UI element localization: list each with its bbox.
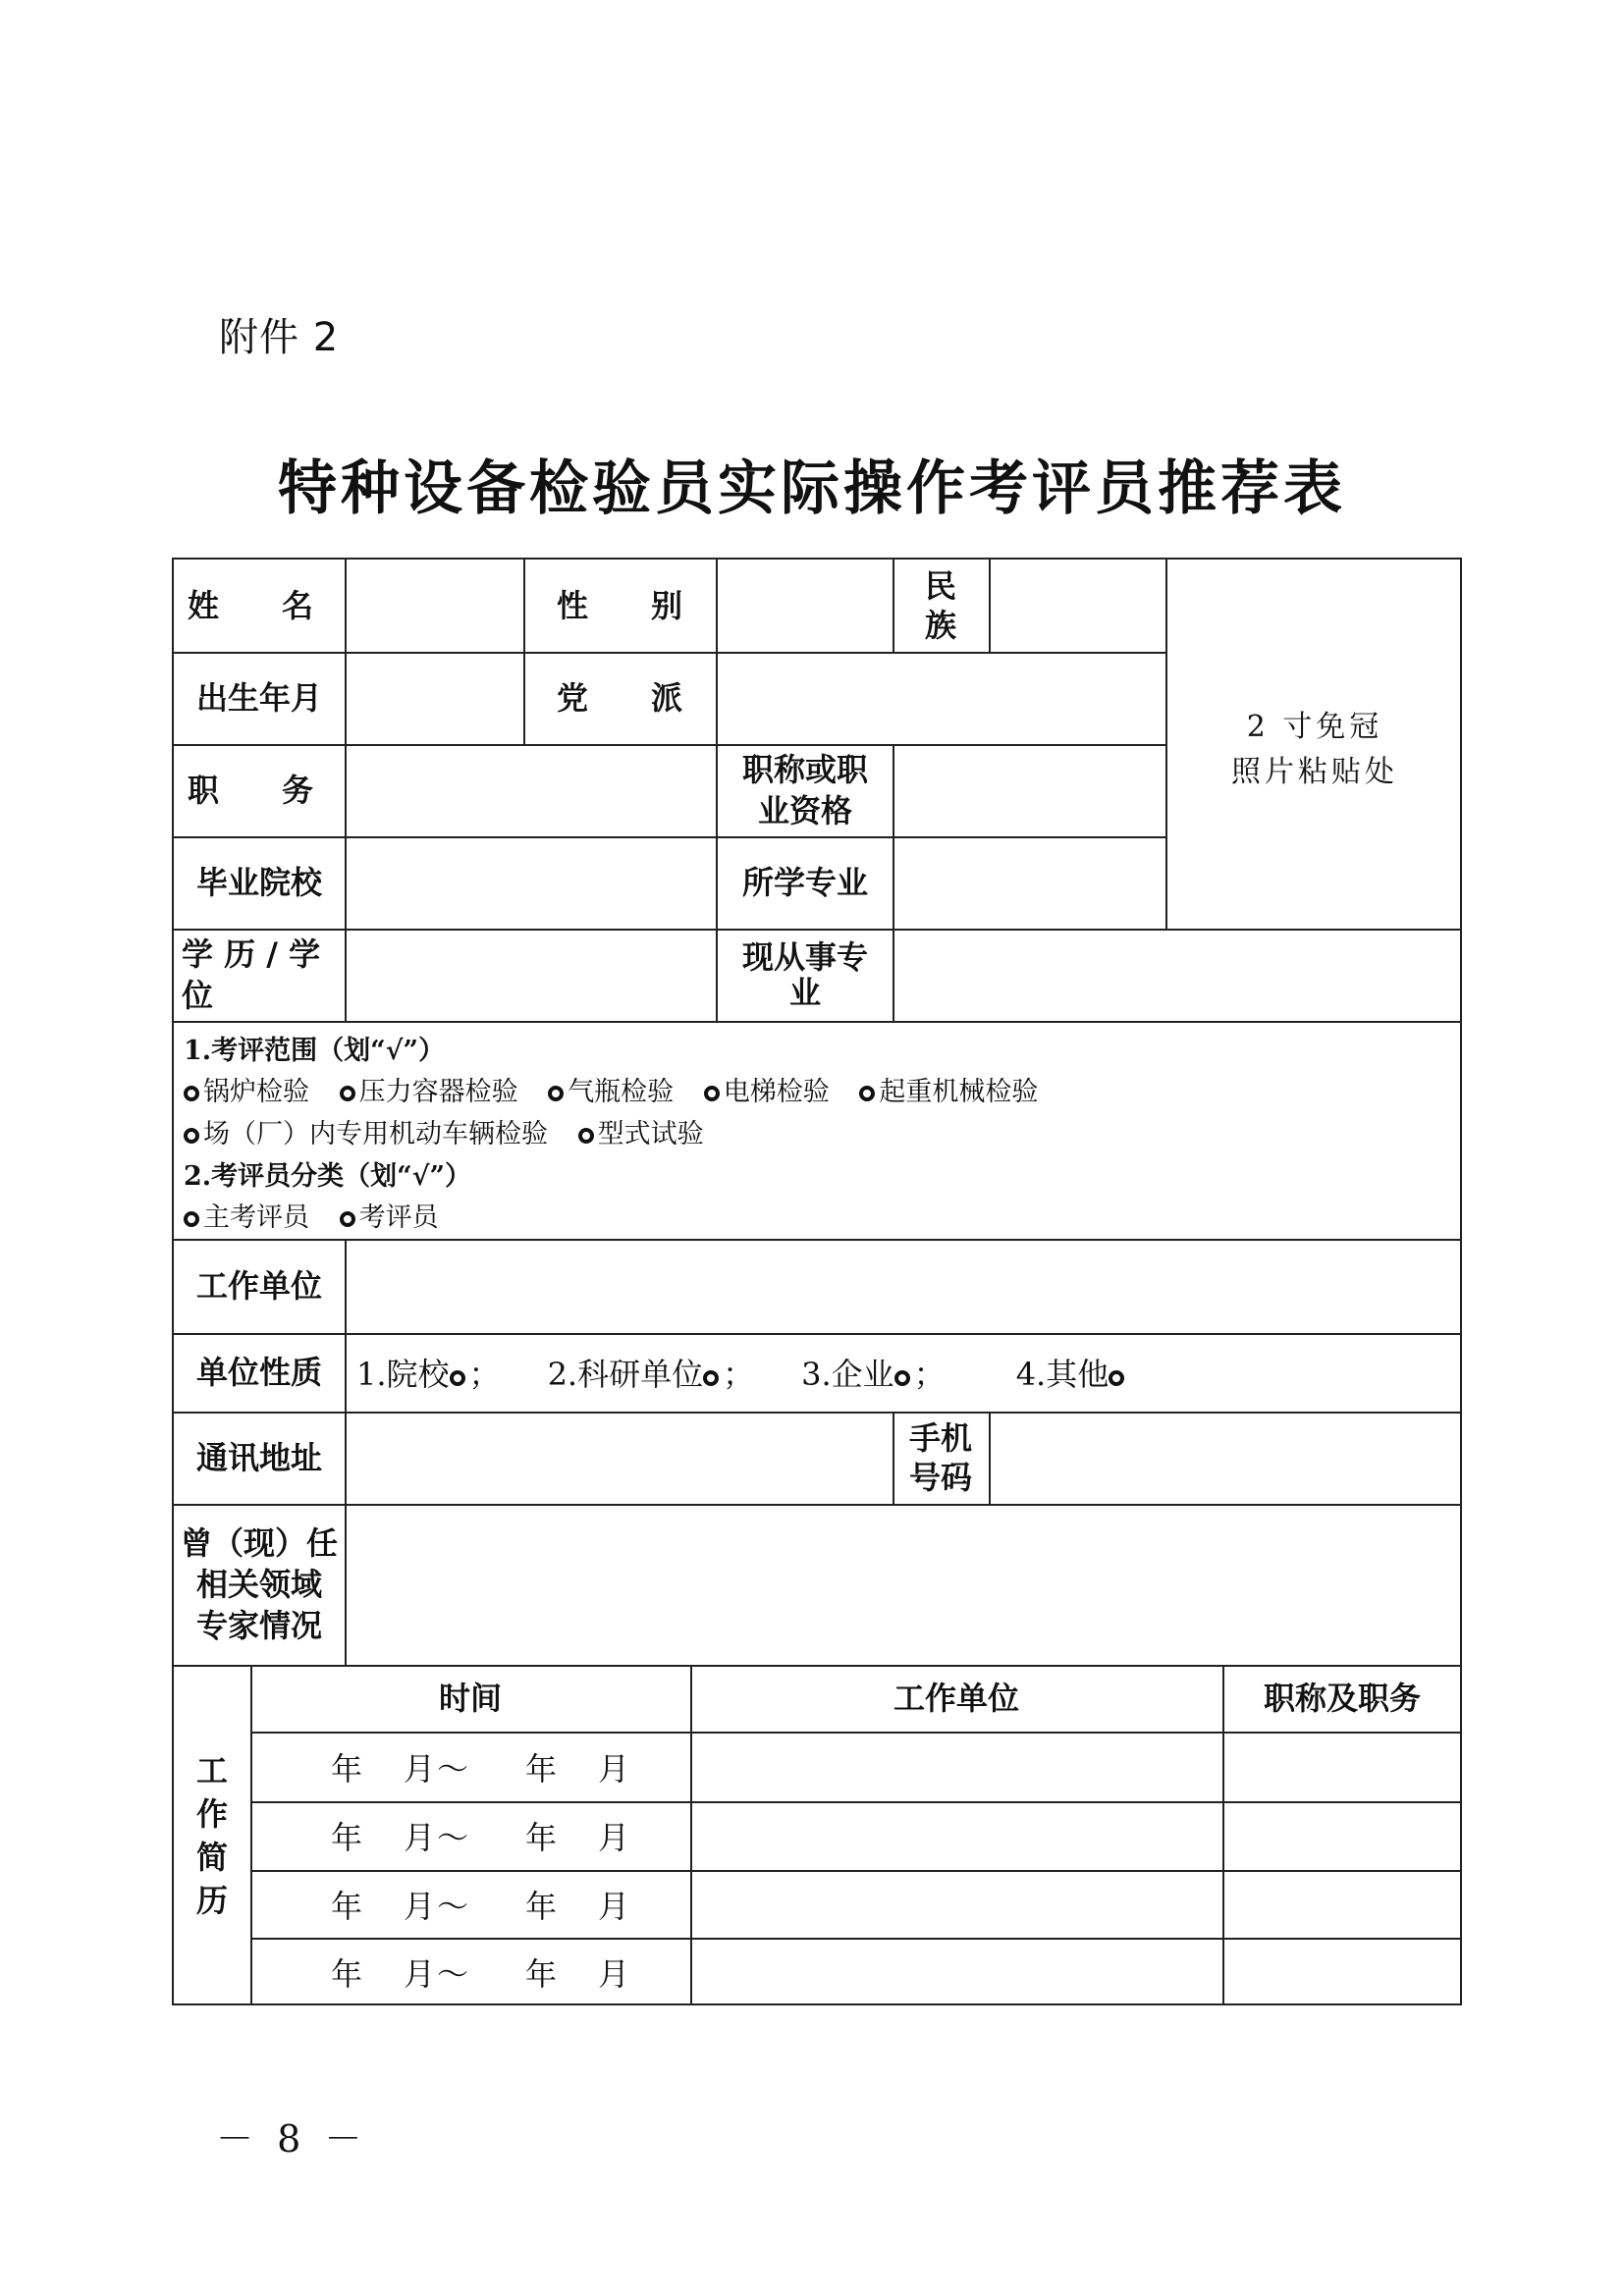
address-field[interactable]: [347, 1412, 893, 1504]
month-label: 月: [598, 1954, 632, 1993]
resume-row-time[interactable]: [331, 1938, 631, 2005]
scope-option-label: 电梯检验: [723, 1077, 830, 1107]
ethnicity-label-line: 族: [924, 607, 956, 644]
year-label: 年: [331, 1954, 365, 1993]
month-label: 月～: [404, 1819, 471, 1856]
birth-label: 出生年月: [195, 679, 322, 717]
address-label: 通讯地址: [195, 1439, 322, 1476]
radio-circle-icon: [859, 1086, 875, 1101]
unit-type-label: 单位性质: [195, 1354, 322, 1391]
row-divider: [174, 1021, 1462, 1023]
scope-option-label: 气瓶检验: [568, 1077, 675, 1107]
current-major-label-line: 现从事专: [741, 938, 868, 976]
photo-placeholder-line: 2 寸免冠: [1246, 710, 1383, 744]
scope-options-row1: [184, 1072, 1059, 1113]
year-label: 年: [331, 1749, 365, 1788]
ethnicity-label-line: 民: [924, 567, 956, 605]
scope-option-boiler[interactable]: [184, 1072, 309, 1113]
resume-label-char: 工: [195, 1751, 228, 1789]
resume-label-char: 作: [195, 1794, 228, 1833]
scope-option-type-test[interactable]: [578, 1114, 704, 1155]
radio-circle-icon: [894, 1370, 910, 1386]
expert-label-line: 曾（现）任: [180, 1524, 338, 1562]
phone-label: [893, 1412, 989, 1504]
resume-header-employer: 工作单位: [893, 1680, 1019, 1717]
year-label: 年: [331, 1819, 365, 1856]
resume-header-time: 时间: [438, 1680, 502, 1717]
year-label: 年: [331, 1887, 365, 1925]
category-option-evaluator[interactable]: [340, 1198, 439, 1239]
radio-circle-icon: [184, 1211, 199, 1227]
radio-circle-icon: [184, 1128, 199, 1144]
ethnicity-label: [893, 560, 989, 652]
expert-label: [174, 1504, 345, 1665]
radio-circle-icon: [578, 1128, 594, 1144]
current-major-field[interactable]: [894, 929, 1462, 1021]
major-label: 所学专业: [741, 864, 868, 901]
current-major-label-line: 业: [788, 974, 821, 1011]
professional-title-label-line: 职称或职: [741, 751, 868, 788]
resume-label-char: 历: [195, 1881, 228, 1919]
radio-circle-icon: [340, 1211, 355, 1227]
resume-label-char: 简: [195, 1838, 228, 1876]
gender-label: 性 别: [556, 587, 682, 624]
scope-option-label: 起重机械检验: [879, 1077, 1039, 1107]
employer-field[interactable]: [347, 1239, 1462, 1333]
name-field[interactable]: [347, 560, 523, 652]
radio-circle-icon: [184, 1086, 199, 1101]
ethnicity-field[interactable]: [991, 560, 1165, 652]
degree-label: [174, 929, 345, 1021]
scope-option-label: 型式试验: [597, 1119, 704, 1149]
name-label: 姓 名: [188, 587, 314, 624]
category-heading: 2.考评员分类（划“√”）: [184, 1161, 471, 1192]
employer-label: 工作单位: [195, 1267, 322, 1305]
unit-type-option-other[interactable]: [1016, 1350, 1129, 1395]
unit-type-option-label: 2.科研单位: [547, 1356, 704, 1393]
month-label: 月: [598, 1819, 632, 1856]
radio-circle-icon: [703, 1370, 719, 1386]
page-number: － 8 －: [216, 2117, 368, 2161]
professional-title-field[interactable]: [894, 744, 1165, 836]
phone-field[interactable]: [991, 1412, 1462, 1504]
category-option-label: 考评员: [358, 1202, 439, 1233]
month-label: 月: [598, 1749, 632, 1788]
birth-field[interactable]: [347, 652, 523, 744]
photo-placeholder-line: 照片粘贴处: [1231, 755, 1398, 789]
expert-field[interactable]: [347, 1504, 1462, 1665]
year-label: 年: [525, 1887, 560, 1925]
category-option-chief[interactable]: [184, 1198, 309, 1239]
unit-type-option-label: 3.企业: [801, 1356, 894, 1393]
scope-option-pressure-vessel[interactable]: [340, 1072, 518, 1113]
degree-label-line: 位: [182, 977, 214, 1014]
resume-row-time[interactable]: [331, 1732, 631, 1801]
radio-circle-icon: [340, 1086, 355, 1101]
page-title: 特种设备检验员实际操作考评员推荐表: [278, 454, 1346, 523]
phone-label-line: 号码: [908, 1459, 972, 1496]
month-label: 月: [598, 1887, 632, 1925]
scope-option-label: 锅炉检验: [203, 1077, 309, 1107]
gender-field[interactable]: [718, 560, 893, 652]
scope-option-gas-cylinder[interactable]: [548, 1072, 674, 1113]
year-label: 年: [525, 1749, 560, 1788]
unit-type-separator: ；: [913, 1356, 946, 1393]
school-field[interactable]: [347, 836, 716, 929]
month-label: 月～: [404, 1954, 471, 1993]
party-label: 党 派: [556, 679, 682, 717]
unit-type-option-enterprise[interactable]: [801, 1350, 946, 1395]
category-options: [184, 1198, 460, 1239]
phone-label-line: 手机: [908, 1419, 972, 1457]
school-label: 毕业院校: [195, 864, 322, 901]
scope-heading: 1.考评范围（划“√”）: [184, 1036, 445, 1066]
radio-circle-icon: [704, 1086, 720, 1101]
resume-row-time[interactable]: [331, 1870, 631, 1938]
month-label: 月～: [404, 1887, 471, 1925]
professional-title-label-line: 业资格: [757, 792, 852, 829]
radio-circle-icon: [450, 1370, 465, 1386]
radio-circle-icon: [1109, 1370, 1124, 1386]
expert-label-line: 专家情况: [195, 1607, 322, 1644]
unit-type-separator: ；: [468, 1356, 501, 1393]
radio-circle-icon: [548, 1086, 564, 1101]
year-label: 年: [525, 1954, 560, 1993]
year-label: 年: [525, 1819, 560, 1856]
unit-type-options: [356, 1333, 1456, 1412]
expert-label-line: 相关领域: [195, 1566, 322, 1603]
degree-field[interactable]: [347, 929, 716, 1021]
party-field[interactable]: [718, 652, 1165, 744]
unit-type-option-college[interactable]: [356, 1350, 501, 1395]
major-field[interactable]: [894, 836, 1165, 929]
unit-type-option-research[interactable]: [548, 1350, 755, 1395]
unit-type-option-label: 1.院校: [356, 1356, 450, 1393]
unit-type-separator: ；: [723, 1356, 755, 1393]
scope-option-elevator[interactable]: [704, 1072, 830, 1113]
recommendation-form: [172, 558, 1462, 2005]
resume-label: [174, 1665, 250, 2005]
resume-header-title: 职称及职务: [1263, 1680, 1421, 1717]
scope-option-label: 压力容器检验: [358, 1077, 518, 1107]
position-label: 职 务: [188, 772, 314, 809]
photo-placeholder[interactable]: [1167, 705, 1462, 795]
category-option-label: 主考评员: [203, 1202, 309, 1233]
month-label: 月～: [404, 1749, 471, 1788]
scope-options-row2: [184, 1114, 726, 1155]
unit-type-option-label: 4.其他: [1015, 1356, 1110, 1393]
current-major-label: [718, 929, 893, 1021]
attachment-label: 附件 2: [219, 315, 340, 360]
resume-row-time[interactable]: [331, 1801, 631, 1870]
position-field[interactable]: [347, 744, 716, 836]
scope-option-lifting-machinery[interactable]: [859, 1072, 1038, 1113]
scope-option-site-vehicle[interactable]: [184, 1114, 548, 1155]
professional-title-label: [718, 744, 893, 836]
scope-option-label: 场（厂）内专用机动车辆检验: [203, 1119, 548, 1149]
degree-label-line: 学 历 / 学: [182, 935, 321, 973]
